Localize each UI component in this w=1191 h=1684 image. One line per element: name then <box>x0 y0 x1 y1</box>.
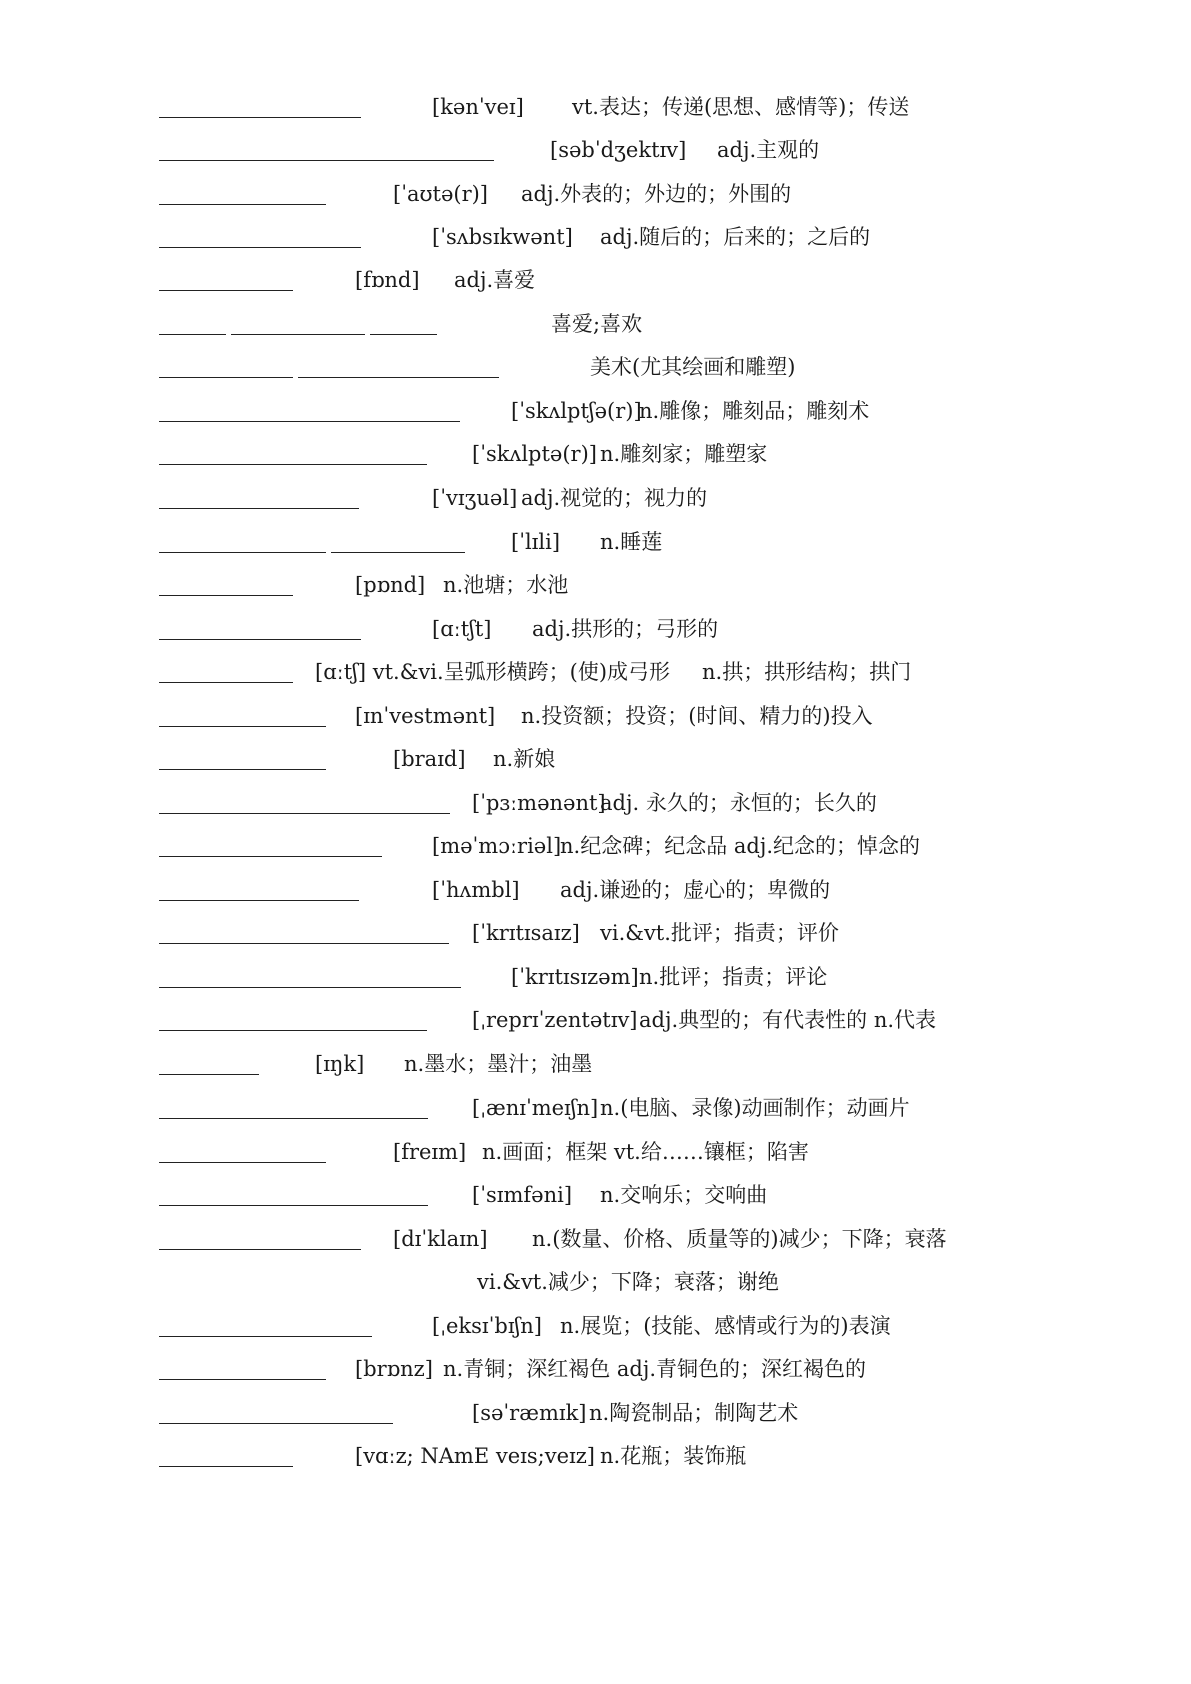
answer-blank[interactable] <box>159 421 460 422</box>
answer-blank[interactable] <box>159 508 359 509</box>
phonetic: [ˈlɪli] <box>511 530 561 554</box>
definition: n.雕刻家；雕塑家 <box>600 442 768 466</box>
phonetic: [vɑːz; NAmE veɪs;veɪz] <box>355 1444 595 1468</box>
definition: adj.谦逊的；虚心的；卑微的 <box>560 878 831 902</box>
definition: adj.主观的 <box>717 138 820 162</box>
vocab-row <box>0 483 1191 515</box>
definition: n.纪念碑；纪念品 adj.纪念的；悼念的 <box>560 834 921 858</box>
phonetic: [dɪˈklaɪn] <box>393 1227 488 1251</box>
phonetic: [ˈvɪʒuəl] <box>432 486 518 510</box>
definition: adj.随后的；后来的；之后的 <box>600 225 871 249</box>
definition: n.投资额；投资；(时间、精力的)投入 <box>521 704 873 728</box>
vocab-row <box>0 439 1191 471</box>
definition: n.池塘；水池 <box>443 573 569 597</box>
vocab-row <box>0 657 1191 689</box>
phonetic: [ˈskʌlptʃə(r)] <box>511 399 642 423</box>
answer-blank[interactable] <box>159 160 494 161</box>
vocab-row <box>0 1267 1191 1299</box>
definition: adj.拱形的；弓形的 <box>532 617 719 641</box>
answer-blank[interactable] <box>159 682 293 683</box>
answer-blank[interactable] <box>159 987 461 988</box>
definition: adj.典型的；有代表性的 n.代表 <box>639 1008 937 1032</box>
definition: n.青铜；深红褐色 adj.青铜色的；深红褐色的 <box>443 1357 867 1381</box>
answer-blank[interactable] <box>370 334 437 335</box>
definition: n.画面；框架 vt.给……镶框；陷害 <box>482 1140 809 1164</box>
phonetic: [ɑːtʃ] vt.&vi.呈弧形横跨；(使)成弓形 <box>315 660 671 684</box>
answer-blank[interactable] <box>159 247 361 248</box>
phonetic: [brɒnz] <box>355 1357 433 1381</box>
definition: vi.&vt.批评；指责；评价 <box>600 921 839 945</box>
definition: n.陶瓷制品；制陶艺术 <box>589 1401 799 1425</box>
vocab-row <box>0 962 1191 994</box>
definition: adj.喜爱 <box>454 268 536 292</box>
answer-blank[interactable] <box>159 1030 427 1031</box>
answer-blank[interactable] <box>159 856 382 857</box>
answer-blank[interactable] <box>159 334 226 335</box>
vocab-row <box>0 831 1191 863</box>
definition: n.雕像；雕刻品；雕刻术 <box>639 399 870 423</box>
vocab-row <box>0 396 1191 428</box>
definition: n.批评；指责；评论 <box>639 965 828 989</box>
vocab-row <box>0 1224 1191 1256</box>
answer-blank[interactable] <box>159 1423 393 1424</box>
vocab-row <box>0 701 1191 733</box>
answer-blank[interactable] <box>159 290 293 291</box>
answer-blank[interactable] <box>159 377 293 378</box>
definition: adj. 永久的；永恒的；长久的 <box>600 791 877 815</box>
definition: adj.外表的；外边的；外围的 <box>521 182 792 206</box>
vocab-row <box>0 744 1191 776</box>
definition: n.花瓶；装饰瓶 <box>600 1444 747 1468</box>
definition: adj.视觉的；视力的 <box>521 486 708 510</box>
vocab-row <box>0 788 1191 820</box>
phonetic: [ɑːtʃt] <box>432 617 492 641</box>
vocab-row <box>0 1093 1191 1125</box>
phonetic: [kənˈveɪ] <box>432 95 524 119</box>
vocab-row <box>0 875 1191 907</box>
answer-blank[interactable] <box>298 377 499 378</box>
vocab-row <box>0 570 1191 602</box>
vocab-row <box>0 527 1191 559</box>
vocab-row <box>0 92 1191 124</box>
definition: n.(电脑、录像)动画制作；动画片 <box>600 1096 910 1120</box>
answer-blank[interactable] <box>159 117 361 118</box>
answer-blank[interactable] <box>159 1379 326 1380</box>
phonetic: [ˈkrɪtɪsaɪz] <box>472 921 580 945</box>
answer-blank[interactable] <box>159 1336 372 1337</box>
vocab-row <box>0 222 1191 254</box>
phonetic: [ˈhʌmbl] <box>432 878 520 902</box>
vocab-row <box>0 1049 1191 1081</box>
answer-blank[interactable] <box>159 943 449 944</box>
definition: n.拱；拱形结构；拱门 <box>702 660 912 684</box>
vocab-row <box>0 309 1191 341</box>
answer-blank[interactable] <box>159 1162 326 1163</box>
phonetic: [səbˈdʒektɪv] <box>550 138 687 162</box>
answer-blank[interactable] <box>159 726 326 727</box>
answer-blank[interactable] <box>331 552 465 553</box>
phonetic: [ˈsɪmfəni] <box>472 1183 573 1207</box>
phonetic: [freɪm] <box>393 1140 467 1164</box>
vocab-row <box>0 918 1191 950</box>
answer-blank[interactable] <box>159 1074 259 1075</box>
answer-blank[interactable] <box>159 1249 361 1250</box>
phonetic: [ˌeksɪˈbɪʃn] <box>432 1314 542 1338</box>
phonetic: [ˈaʊtə(r)] <box>393 182 488 206</box>
answer-blank[interactable] <box>159 1118 428 1119</box>
vocab-row <box>0 352 1191 384</box>
vocab-row <box>0 614 1191 646</box>
answer-blank[interactable] <box>159 204 326 205</box>
answer-blank[interactable] <box>159 552 326 553</box>
answer-blank[interactable] <box>159 464 427 465</box>
definition: n.(数量、价格、质量等的)减少；下降；衰落 <box>532 1227 947 1251</box>
answer-blank[interactable] <box>159 1205 428 1206</box>
phonetic: [məˈmɔːriəl] <box>432 834 562 858</box>
definition: vi.&vt.减少；下降；衰落；谢绝 <box>477 1270 779 1294</box>
vocab-row <box>0 1398 1191 1430</box>
phonetic: [fɒnd] <box>355 268 420 292</box>
phonetic: [ˈkrɪtɪsɪzəm] <box>511 965 639 989</box>
definition: n.新娘 <box>493 747 556 771</box>
vocab-row <box>0 1137 1191 1169</box>
answer-blank[interactable] <box>159 1466 293 1467</box>
answer-blank[interactable] <box>159 769 326 770</box>
phonetic: [ˈskʌlptə(r)] <box>472 442 597 466</box>
definition: 美术(尤其绘画和雕塑) <box>590 355 796 379</box>
phonetic: [ɪnˈvestmənt] <box>355 704 496 728</box>
answer-blank[interactable] <box>159 595 293 596</box>
phonetic: [pɒnd] <box>355 573 426 597</box>
vocab-row <box>0 179 1191 211</box>
answer-blank[interactable] <box>231 334 365 335</box>
phonetic: [ˈsʌbsɪkwənt] <box>432 225 573 249</box>
answer-blank[interactable] <box>159 900 359 901</box>
definition: n.睡莲 <box>600 530 663 554</box>
definition: n.墨水；墨汁；油墨 <box>404 1052 593 1076</box>
phonetic: [ˌreprɪˈzentətɪv] <box>472 1008 638 1032</box>
phonetic: [braɪd] <box>393 747 466 771</box>
vocab-row <box>0 1180 1191 1212</box>
vocab-row <box>0 135 1191 167</box>
phonetic: [ɪŋk] <box>315 1052 365 1076</box>
vocab-row <box>0 1441 1191 1473</box>
vocab-row <box>0 1311 1191 1343</box>
vocab-row <box>0 1354 1191 1386</box>
phonetic: [ˈpɜːmənənt] <box>472 791 606 815</box>
definition: 喜爱;喜欢 <box>551 312 643 336</box>
phonetic: [səˈræmɪk] <box>472 1401 587 1425</box>
definition: n.展览；(技能、感情或行为的)表演 <box>560 1314 891 1338</box>
answer-blank[interactable] <box>159 813 450 814</box>
phonetic: [ˌænɪˈmeɪʃn] <box>472 1096 599 1120</box>
definition: n.交响乐；交响曲 <box>600 1183 768 1207</box>
answer-blank[interactable] <box>159 639 361 640</box>
vocab-row <box>0 265 1191 297</box>
definition: vt.表达；传递(思想、感情等)；传送 <box>572 95 910 119</box>
vocab-row <box>0 1005 1191 1037</box>
